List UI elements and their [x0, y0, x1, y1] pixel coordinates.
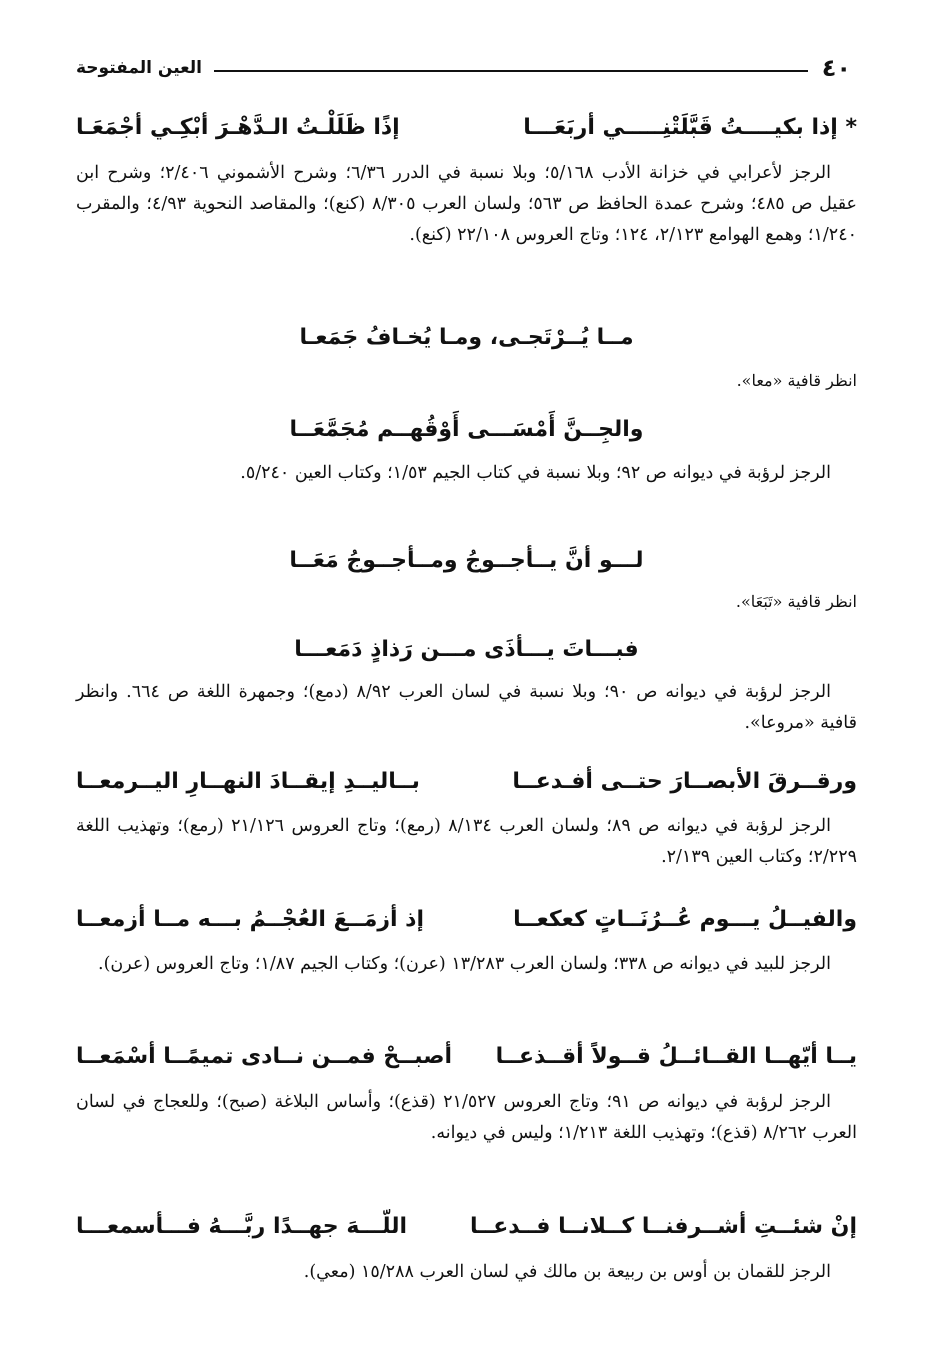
verse-line: مــا يُــرْتَجـى، ومـا يُخـافُ جَمَعـا: [299, 325, 634, 350]
citation-paragraph: الرجز لأعرابي في خزانة الأدب ٥/١٦٨؛ وبلا نسبة في الدرر ٦/٣٦؛ وشرح الأشموني ٢/٤٠٦؛ وشرح ابن عقيل ص ٤٨٥؛ وشرح عمدة الحافظ ص ٥٦٣؛ ولسان العرب ٨/٣٠٥ (كنع)؛ والمقاصد النحوية ٤/٩٣؛ والمقرب ١/٢٤٠؛ وهمع الهوامع ٢/١٢٣، ١٢٤؛ وتاج العروس ٢٢/١٠٨ (كنع).: [76, 163, 857, 245]
citation-paragraph: الرجز للبيد في ديوانه ص ٣٣٨؛ ولسان العرب ١٣/٢٨٣ (عرن)؛ وكتاب الجيم ١/٨٧؛ وتاج العروس (عرن).: [98, 954, 831, 974]
verse-line: لـــو أنَّ يــأجــوجُ ومــأجــوجُ مَعَــا: [289, 548, 644, 573]
verse-hemistich-second: اللّـــهَ جهــدًا ربَّـــهُ فـــأسمعـــا: [76, 1214, 407, 1239]
verse-hemistich-first: والفيــلُ يـــوم عُــرُنَــاتٍ كعكعــا: [513, 907, 857, 932]
verse-line: [76, 108, 857, 148]
verse-line: [76, 1037, 857, 1077]
verse-hemistich-second: أصبــحْ فمــن نــادى تميمًــا أسْمَعــا: [76, 1044, 452, 1069]
verse-hemistich-first: ورقــرقَ الأبصــارَ حتــى أفـدعــا: [512, 769, 857, 794]
verse-hemistich-first: * إذا بكيــــتُ قَبَّلَتْنِـــــي أربَعَـــا: [523, 115, 857, 140]
citation-paragraph: الرجز لرؤبة في ديوانه ص ٩١؛ وتاج العروس ٢١/٥٢٧ (قذع)؛ وأساس البلاغة (صبح)؛ وللعجاج في لسان العرب ٨/٢٦٢ (قذع)؛ وتهذيب اللغة ١/٢١٣؛ وليس في ديوانه.: [76, 1092, 857, 1143]
running-title: العين المفتوحة: [76, 58, 202, 78]
citation-paragraph: الرجز للقمان بن أوس بن ربيعة بن مالك في لسان العرب ١٥/٢٨٨ (معي).: [303, 1262, 831, 1282]
verse-line: [76, 762, 857, 802]
verse-hemistich-second: إذًا ظَلَلْـتُ الـدَّهْـرَ أبْكِـي أجْمَعَـا: [76, 115, 400, 140]
verse-line: والجِــنَّ أَمْسَـــى أَوْقُهــم مُجَمَّعَــا: [289, 417, 644, 442]
verse-line: [76, 1207, 857, 1247]
page-header: [76, 52, 851, 84]
verse-hemistich-first: يــا أيّهــا القــائــلُ قــولاً أقــذعــا: [495, 1044, 857, 1069]
citation-paragraph: الرجز لرؤبة في ديوانه ص ٨٩؛ ولسان العرب ٨/١٣٤ (رمع)؛ وتاج العروس ٢١/١٢٦ (رمع)؛ وتهذيب اللغة ٢/٢٢٩؛ وكتاب العين ٢/١٣٩.: [76, 816, 857, 867]
verse-hemistich-second: بــاليــدِ إيقــادَ النهــارِ اليــرمعــا: [76, 769, 420, 794]
page-number: ٤٠: [821, 54, 851, 82]
verse-hemistich-second: إذ أزمَــعَ العُجْــمُ بـــه مــا أزمعــا: [76, 907, 425, 932]
verse-hemistich-first: إنْ شئــتِ أشــرفنــا كــلانــا فــدعــا: [469, 1214, 857, 1239]
cross-reference-note: انظر قافية «معا».: [736, 371, 857, 390]
citation-paragraph: الرجز لرؤبة في ديوانه ص ٩٠؛ وبلا نسبة في لسان العرب ٨/٩٢ (دمع)؛ وجمهرة اللغة ص ٦٦٤. وانظر قافية «مروعا».: [76, 682, 857, 733]
verse-line: [76, 900, 857, 940]
cross-reference-note: انظر قافية «تَبَعَا».: [735, 592, 857, 611]
citation-paragraph: الرجز لرؤبة في ديوانه ص ٩٢؛ وبلا نسبة في كتاب الجيم ١/٥٣؛ وكتاب العين ٥/٢٤٠.: [240, 463, 831, 483]
header-rule: [214, 70, 808, 72]
verse-line: فبـــاتَ يـــأذَى مـــن رَذاذٍ دَمَعـــا: [294, 637, 639, 662]
